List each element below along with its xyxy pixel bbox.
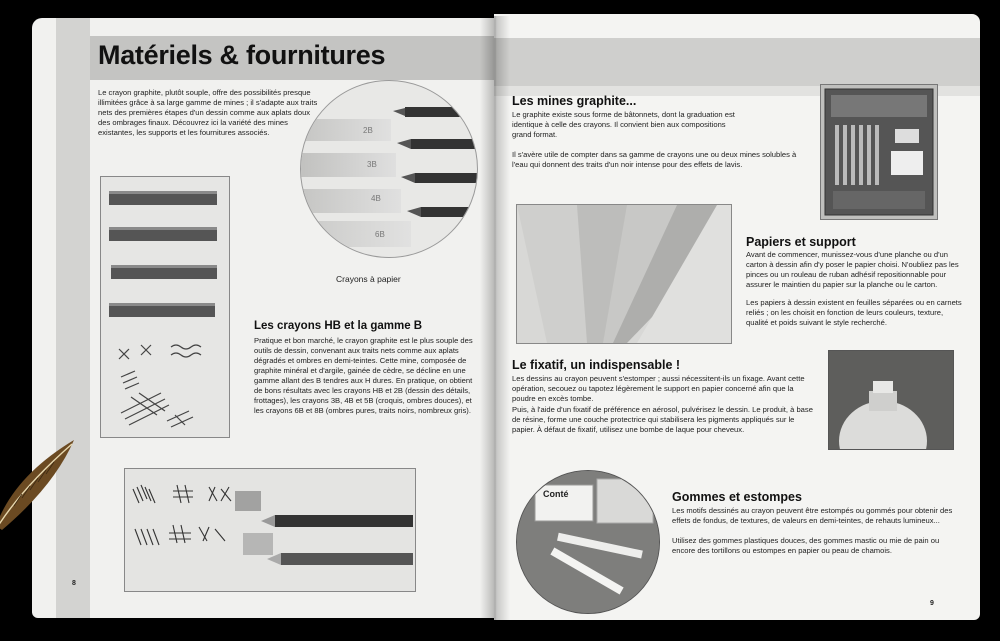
papers-illustration — [517, 205, 731, 343]
book-gutter-shadow — [480, 16, 510, 620]
pencils-illustration — [301, 81, 478, 258]
pencil-strokes-photo — [124, 468, 416, 592]
papiers-paragraph-1: Avant de commencer, munissez-vous d'une planche ou d'un carton à dessin afin d'y poser le papier choisi. N'oubliez pas les pinces ou un rouleau de ruban adhésif repositionnable pour assurer le maintien du papier sur la planche ou le carton. — [746, 250, 959, 289]
fixatif-heading: Le fixatif, un indispensable ! — [512, 358, 681, 372]
mines-paragraph-1: Le graphite existe sous forme de bâtonnets, dont la graduation est identique à celle des crayons. Il convient bien aux compositions grand format. — [512, 110, 735, 139]
sticks-illustration — [101, 177, 229, 437]
pencils-circle-photo — [300, 80, 478, 258]
erasers-circle-photo — [516, 470, 660, 614]
graphite-sticks-photo — [100, 176, 230, 438]
page-title: Matériels & fournitures — [98, 40, 386, 70]
page-number-left: 8 — [72, 580, 76, 587]
erasers-illustration — [517, 471, 660, 614]
papers-photo — [516, 204, 732, 344]
grade-label-3: 4B — [371, 194, 381, 203]
feather-icon — [0, 436, 80, 532]
gommes-paragraph-1: Les motifs dessinés au crayon peuvent être estompés ou gommés pour obtenir des effets de fondus, de textures, de valeurs en demi-teintes, de rehauts lumineux... — [672, 506, 953, 525]
gommes-paragraph-2: Utilisez des gommes plastiques douces, des gommes mastic ou mie de pain ou encore des tortillons ou estompes en papier ou peau de chamois. — [672, 536, 940, 555]
papiers-paragraph-2: Les papiers à dessin existent en feuilles séparées ou en carnets reliés ; on les choisit en fonction de leurs couleurs, texture, qualité et poids suivant le style recherché. — [746, 298, 962, 327]
gommes-heading: Gommes et estompes — [672, 490, 802, 504]
grade-label-1: 2B — [363, 126, 373, 135]
eraser-brand-label: Conté — [543, 489, 569, 499]
graphite-box-photo — [820, 84, 938, 220]
right-title-band — [494, 38, 980, 86]
graphite-box-illustration — [821, 85, 937, 219]
hb-heading: Les crayons HB et la gamme B — [254, 320, 423, 332]
grade-label-4: 6B — [375, 230, 385, 239]
right-page — [494, 14, 980, 620]
mines-heading: Les mines graphite... — [512, 94, 637, 108]
mines-paragraph-2: Il s'avère utile de compter dans sa gamme de crayons une ou deux mines solubles à l'eau qui donnent des traits d'un noir intense pour des effets de lavis. — [512, 150, 797, 169]
hb-paragraph: Pratique et bon marché, le crayon graphite est le plus souple des outils de dessin, convenant aux traits nets comme aux aplats dégradés et ombres en demi-teintes. Cette mine, composée de graphite minéral et d'argile, gainée de cèdre, se décline en une gamme allant des B tendres aux H dures. En pratique, on obtient de bons résultats avec les crayons HB et 2B (dessin des détails, frottages), les crayons 3B, 4B et 5B (croquis, ombres douces), et les crayons 6B et 8B (ombres pures, traits noirs, nombreux gris). — [254, 336, 473, 415]
fixatif-paragraph-2: Puis, à l'aide d'un fixatif de préférence en aérosol, pulvérisez le dessin. Le produit, à base de résine, forme une couche protectrice qui stabilisera les pigments appliqués sur le papier. À défaut de fixatif, utilisez une bombe de laque pour cheveux. — [512, 405, 813, 434]
pencils-caption: Crayons à papier — [336, 274, 401, 284]
fixative-spray-photo — [828, 350, 954, 450]
fixatif-paragraph-1: Les dessins au crayon peuvent s'estomper ; aussi nécessitent-ils un fixage. Avant cette opération, secouez ou tapotez légèrement le support en papier concerné afin que la poudre en excès tombe. — [512, 374, 805, 403]
page-number-right: 9 — [930, 600, 934, 607]
left-page — [32, 18, 494, 618]
spray-illustration — [829, 351, 953, 449]
strokes-illustration — [125, 469, 415, 591]
papiers-heading: Papiers et support — [746, 235, 856, 249]
intro-paragraph: Le crayon graphite, plutôt souple, offre des possibilités presque illimitées grâce à sa large gamme de mines ; il s'adapte aux traits nets des premières étapes d'un dessin comme aux aplats doux des ombrages finaux. Découvrez ici la variété des mines existantes, les supports et les fournitures associés. — [98, 88, 318, 137]
grade-label-2: 3B — [367, 160, 377, 169]
